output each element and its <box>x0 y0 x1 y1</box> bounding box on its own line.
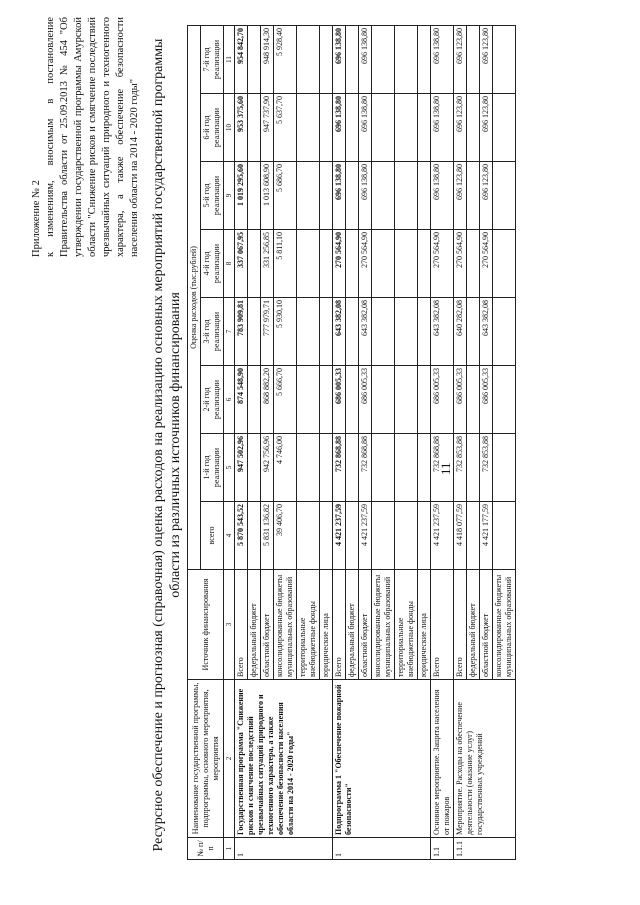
header-name: Наименование государственной программы, подпрограммы, основного мероприятия, мероприятия <box>188 680 224 838</box>
cell-total <box>248 502 261 570</box>
row-source: консолидированные бюджеты муниципальных образований <box>493 570 516 680</box>
table-row <box>235 26 248 860</box>
column-index-row: 1 2 3 4 5 6 7 8 9 10 11 <box>224 26 235 860</box>
cell-year-4: 331 256,85 <box>261 230 274 298</box>
cell-year-3: 640 282,08 <box>454 298 467 366</box>
row-name: Основное мероприятие. Защита населения от пожаров <box>431 680 454 838</box>
cell-year-6: 947 737,90 <box>261 94 274 162</box>
cell-year-5: 5 686,70 <box>274 162 297 230</box>
header-year-1: 1-й год реализации <box>201 434 224 502</box>
cell-year-2 <box>418 366 431 434</box>
cell-year-3 <box>297 298 320 366</box>
cell-year-2: 686 005,33 <box>333 366 346 434</box>
cell-year-7 <box>297 26 320 94</box>
financing-table <box>187 25 516 860</box>
row-source: консолидированные бюджеты муниципальных образований <box>372 570 395 680</box>
row-number: 1.1.1 <box>454 838 516 860</box>
cell-year-3 <box>467 298 480 366</box>
row-source: Всего <box>454 570 467 680</box>
cell-total: 4 421 177,59 <box>480 502 493 570</box>
cell-total <box>372 502 395 570</box>
cell-year-1: 732 868,88 <box>359 434 372 502</box>
cell-year-3: 643 382,08 <box>359 298 372 366</box>
cell-year-6 <box>372 94 395 162</box>
cell-year-4 <box>320 230 333 298</box>
cell-year-4: 270 564,90 <box>359 230 372 298</box>
cell-year-5: 696 123,80 <box>454 162 467 230</box>
cell-year-1 <box>346 434 359 502</box>
cell-year-3: 5 930,10 <box>274 298 297 366</box>
cell-year-6: 953 375,60 <box>235 94 248 162</box>
row-source: юридические лица <box>418 570 431 680</box>
cell-year-1: 732 868,88 <box>431 434 454 502</box>
cell-year-5 <box>297 162 320 230</box>
header-total: всего <box>201 502 224 570</box>
cell-year-4 <box>346 230 359 298</box>
cell-year-1 <box>372 434 395 502</box>
cell-year-5 <box>467 162 480 230</box>
cell-year-1: 732 868,88 <box>333 434 346 502</box>
cell-total: 39 406,70 <box>274 502 297 570</box>
cell-year-3 <box>320 298 333 366</box>
header-source: Источник финансирования <box>188 570 224 680</box>
cell-year-5 <box>418 162 431 230</box>
cell-year-2: 874 548,90 <box>235 366 248 434</box>
cell-year-6: 696 138,80 <box>359 94 372 162</box>
cell-year-2: 868 882,20 <box>261 366 274 434</box>
cell-year-5: 696 138,80 <box>359 162 372 230</box>
cell-year-1: 942 756,96 <box>261 434 274 502</box>
cell-year-3: 643 382,08 <box>431 298 454 366</box>
cell-year-7: 696 123,80 <box>480 26 493 94</box>
cell-year-3 <box>395 298 418 366</box>
cell-year-3: 777 979,71 <box>261 298 274 366</box>
cell-year-5 <box>493 162 516 230</box>
cell-total <box>493 502 516 570</box>
cell-total <box>467 502 480 570</box>
cell-year-7: 954 842,70 <box>235 26 248 94</box>
cell-year-1 <box>467 434 480 502</box>
cell-year-4 <box>467 230 480 298</box>
cell-year-5: 696 138,80 <box>333 162 346 230</box>
cell-year-2 <box>248 366 261 434</box>
cell-year-4 <box>372 230 395 298</box>
cell-year-1 <box>248 434 261 502</box>
cell-year-2: 686 005,33 <box>454 366 467 434</box>
cell-year-4 <box>493 230 516 298</box>
cell-year-1: 732 853,88 <box>480 434 493 502</box>
cell-year-4: 5 811,10 <box>274 230 297 298</box>
cell-year-1 <box>418 434 431 502</box>
cell-year-2 <box>372 366 395 434</box>
row-number: 1.1 <box>431 838 454 860</box>
cell-year-7 <box>320 26 333 94</box>
appendix-title: Приложение № 2 <box>31 180 42 257</box>
cell-year-7 <box>346 26 359 94</box>
row-source: областной бюджет <box>480 570 493 680</box>
cell-year-5 <box>395 162 418 230</box>
cell-year-1 <box>320 434 333 502</box>
cell-year-7: 696 138,80 <box>333 26 346 94</box>
cell-year-6: 696 123,80 <box>480 94 493 162</box>
cell-year-3: 643 382,08 <box>480 298 493 366</box>
cell-total <box>297 502 320 570</box>
cell-year-7: 948 914,30 <box>261 26 274 94</box>
cell-year-5 <box>346 162 359 230</box>
cell-year-4: 337 067,95 <box>235 230 248 298</box>
cell-year-2: 686 005,33 <box>359 366 372 434</box>
cell-year-6 <box>418 94 431 162</box>
cell-total: 4 421 237,59 <box>431 502 454 570</box>
row-source: территориальные внебюджетные фонды <box>297 570 320 680</box>
row-source: Всего <box>235 570 248 680</box>
cell-year-3: 783 909,81 <box>235 298 248 366</box>
row-name: Мероприятие. Расходы на обеспечение деятельности (оказание услуг) государственных учреждений <box>454 680 516 838</box>
cell-year-5: 1 019 295,60 <box>235 162 248 230</box>
row-source: областной бюджет <box>359 570 372 680</box>
table-row <box>431 26 454 860</box>
cell-year-5: 696 123,80 <box>480 162 493 230</box>
cell-year-6 <box>320 94 333 162</box>
cell-total: 4 421 237,59 <box>333 502 346 570</box>
cell-year-2: 686 005,33 <box>431 366 454 434</box>
cell-year-2 <box>297 366 320 434</box>
cell-year-7 <box>418 26 431 94</box>
cell-year-1: 732 853,88 <box>454 434 467 502</box>
cell-year-6 <box>297 94 320 162</box>
cell-year-7 <box>395 26 418 94</box>
header-year-4: 4-й год реализации <box>201 230 224 298</box>
cell-year-2 <box>320 366 333 434</box>
cell-year-3 <box>346 298 359 366</box>
header-year-7: 7-й год реализации <box>201 26 224 94</box>
cell-year-4: 270 564,90 <box>454 230 467 298</box>
cell-year-5: 696 138,80 <box>431 162 454 230</box>
cell-year-3 <box>372 298 395 366</box>
cell-year-1: 947 502,96 <box>235 434 248 502</box>
row-source: федеральный бюджет <box>346 570 359 680</box>
cell-year-4: 270 564,90 <box>431 230 454 298</box>
cell-year-1: 4 746,00 <box>274 434 297 502</box>
cell-year-3 <box>418 298 431 366</box>
cell-year-7 <box>372 26 395 94</box>
row-source: федеральный бюджет <box>248 570 261 680</box>
cell-year-6: 696 123,80 <box>454 94 467 162</box>
cell-total: 5 870 543,52 <box>235 502 248 570</box>
cell-total <box>418 502 431 570</box>
cell-year-1 <box>493 434 516 502</box>
table-row <box>454 26 467 860</box>
cell-year-6 <box>346 94 359 162</box>
cell-year-2 <box>493 366 516 434</box>
cell-total <box>320 502 333 570</box>
header-year-3: 3-й год реализации <box>201 298 224 366</box>
cell-year-2 <box>346 366 359 434</box>
cell-year-6: 696 138,80 <box>333 94 346 162</box>
table-row <box>333 26 346 860</box>
header-year-5: 5-й год реализации <box>201 162 224 230</box>
cell-total <box>395 502 418 570</box>
page-number: 11 <box>438 462 453 475</box>
row-source: федеральный бюджет <box>467 570 480 680</box>
cell-total: 5 831 136,82 <box>261 502 274 570</box>
cell-year-6 <box>467 94 480 162</box>
cell-year-2: 5 666,70 <box>274 366 297 434</box>
row-source: Всего <box>333 570 346 680</box>
cell-year-4: 270 564,90 <box>480 230 493 298</box>
row-number: 1 <box>333 838 431 860</box>
appendix-note <box>30 17 142 257</box>
header-year-2: 2-й год реализации <box>201 366 224 434</box>
cell-year-6 <box>248 94 261 162</box>
header-num: № п/п <box>188 838 224 860</box>
cell-year-7: 5 928,40 <box>274 26 297 94</box>
cell-year-2 <box>467 366 480 434</box>
cell-year-7 <box>248 26 261 94</box>
cell-year-5 <box>248 162 261 230</box>
cell-year-7: 696 138,80 <box>431 26 454 94</box>
cell-year-5 <box>320 162 333 230</box>
cell-year-7: 696 138,80 <box>359 26 372 94</box>
cell-year-1 <box>297 434 320 502</box>
row-source: территориальные внебюджетные фонды <box>395 570 418 680</box>
appendix-text: к изменениям, вносимым в постановление Правительства области от 25.09.2013 № 454 "Об утверждении государственной программы Амурской области "Снижение рисков и смягчение последствий чрезвычайных ситуаций природного и техногенного характера, а также обеспечение безопасности населения области на 2014 - 2020 годы" <box>45 17 140 257</box>
cell-year-2 <box>395 366 418 434</box>
cell-year-3: 643 382,08 <box>333 298 346 366</box>
header-year-6: 6-й год реализации <box>201 94 224 162</box>
cell-year-6: 5 637,70 <box>274 94 297 162</box>
cell-year-4 <box>418 230 431 298</box>
document-heading: Ресурсное обеспечение и прогнозная (справочная) оценка расходов на реализацию основных мероприятий государственной программы области из различных источников финансирования <box>151 38 183 852</box>
cell-year-6 <box>493 94 516 162</box>
row-source: юридические лица <box>320 570 333 680</box>
row-source: Всего <box>431 570 454 680</box>
cell-total: 4 418 077,59 <box>454 502 467 570</box>
table-body <box>235 26 516 860</box>
row-number: 1 <box>235 838 333 860</box>
cell-year-1 <box>395 434 418 502</box>
cell-year-2: 686 005,33 <box>480 366 493 434</box>
cell-year-7 <box>493 26 516 94</box>
cell-year-4: 270 564,90 <box>333 230 346 298</box>
cell-year-5: 1 013 608,90 <box>261 162 274 230</box>
header-estimate: Оценка расходов (тыс.рублей) <box>188 26 201 570</box>
cell-year-7 <box>467 26 480 94</box>
cell-year-7: 696 123,80 <box>454 26 467 94</box>
row-name: Государственная программа "Снижение рисков и смягчение последствий чрезвычайных ситуаций природного и техногенного характера, а также обеспечение безопасности населения области на 2014 - 2020 годы" <box>235 680 333 838</box>
cell-year-5 <box>372 162 395 230</box>
row-name: Подпрограмма 1 "Обеспечение пожарной безопасности" <box>333 680 431 838</box>
cell-total: 4 421 237,59 <box>359 502 372 570</box>
cell-year-6 <box>395 94 418 162</box>
cell-year-4 <box>297 230 320 298</box>
cell-year-4 <box>395 230 418 298</box>
cell-total <box>346 502 359 570</box>
cell-year-4 <box>248 230 261 298</box>
cell-year-3 <box>248 298 261 366</box>
cell-year-6: 696 138,80 <box>431 94 454 162</box>
cell-year-3 <box>493 298 516 366</box>
row-source: областной бюджет <box>261 570 274 680</box>
row-source: консолидированные бюджеты муниципальных образований <box>274 570 297 680</box>
